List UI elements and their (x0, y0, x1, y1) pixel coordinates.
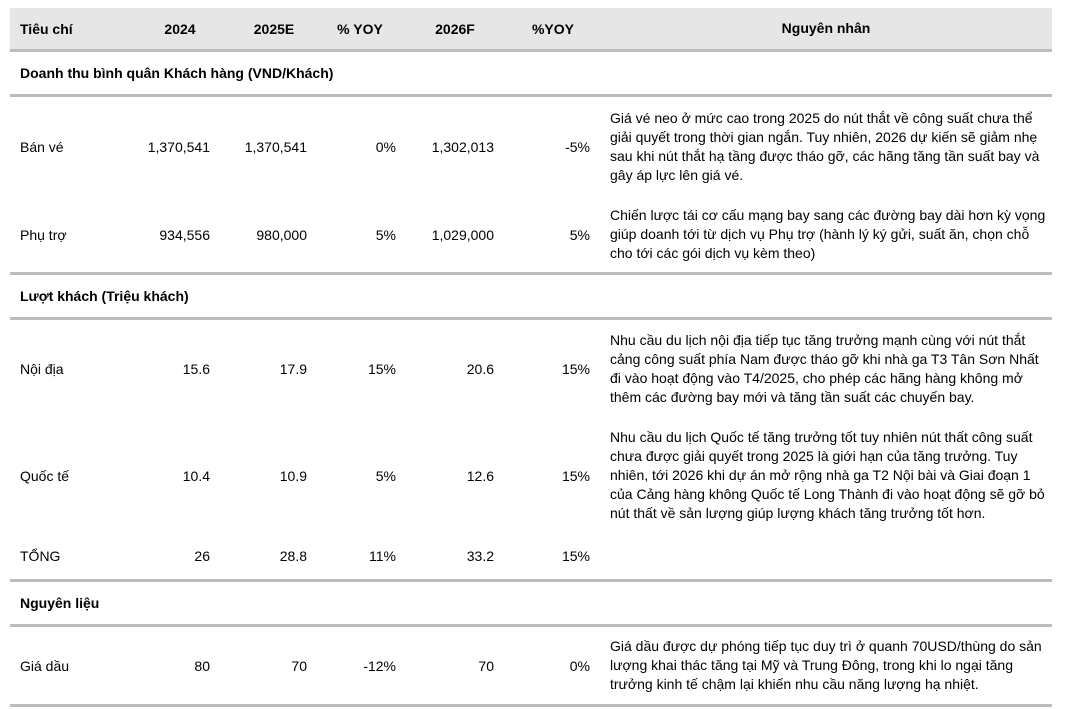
header-2025e: 2025E (253, 20, 295, 37)
reason-text: Giá vé neo ở mức cao trong 2025 do nút thắt về công suất chưa thể giải quyết trong thời gian ngắn. Tuy nhiên, 2026 dự kiến sẽ giảm nhẹ sau khi nút thắt hạ tầng được tháo gỡ, các hãng tăng tần suất bay và gây áp lực lên giá vé. (610, 110, 1040, 183)
section-title: Doanh thu bình quân Khách hàng (VND/Khách) (20, 65, 334, 81)
section-title: Lượt khách (Triệu khách) (20, 288, 189, 304)
forecast-table (10, 8, 1052, 707)
row-label: Quốc tế (20, 467, 70, 484)
value-2026f: 1,302,013 (431, 139, 494, 155)
section-header (10, 582, 1052, 627)
value-yoy-2025: 0% (375, 139, 396, 155)
table-header (10, 8, 1052, 52)
row-label: Bán vé (20, 139, 64, 155)
value-2024: 934,556 (159, 226, 210, 243)
value-yoy-2026: 5% (569, 226, 590, 243)
value-yoy-2025: 5% (375, 226, 396, 243)
row-label: Giá dầu (20, 657, 70, 674)
value-2025e: 17.9 (279, 361, 307, 377)
value-yoy-2026: 15% (561, 548, 590, 564)
section-title: Nguyên liệu (20, 595, 100, 611)
value-2026f: 20.6 (466, 361, 494, 377)
value-2024: 26 (194, 548, 210, 564)
value-yoy-2026: -5% (565, 139, 590, 155)
header-criteria: Tiêu chí (20, 20, 73, 37)
value-yoy-2026: 15% (561, 361, 590, 377)
value-2025e: 1,370,541 (244, 139, 307, 155)
reason-text: Nhu cầu du lịch nội địa tiếp tục tăng trưởng mạnh cùng với nút thắt cảng công suất phía Nam được tháo gỡ khi nhà ga T3 Tân Sơn Nhất đi vào hoạt động vào T4/2025, cho phép các hãng hàng không mở thêm các đường bay mới và tăng tần suất các chuyến bay. (610, 332, 1039, 405)
value-2024: 15.6 (182, 361, 210, 377)
value-2025e: 70 (291, 657, 307, 674)
reason-text: Chiến lược tái cơ cấu mạng bay sang các đường bay dài hơn kỳ vọng giúp doanh tới từ dịch vụ Phụ trợ (hành lý ký gửi, suất ăn, chọn chỗ cho tới các gói dịch vụ kèm theo) (610, 207, 1046, 261)
table-row (10, 627, 1052, 707)
value-yoy-2025: 15% (367, 361, 396, 377)
reason-text (610, 533, 1052, 579)
table-row (10, 418, 1052, 533)
value-yoy-2026: 0% (569, 657, 590, 674)
reason-text: Nhu cầu du lịch Quốc tế tăng trưởng tốt tuy nhiên nút thất công suất chưa được giải quyết trong 2025 là giới hạn của tăng trưởng. Tuy nhiên, tới 2026 khi dự án mở rộng nhà ga T2 Nội bài và Giai đoạn 1 của Cảng hàng không Quốc tế Long Thành đi vào hoạt động sẽ gỡ bỏ nút thất về sản lượng giúp lượng khách tăng trưởng tốt hơn. (610, 429, 1045, 521)
value-2025e: 980,000 (256, 226, 307, 243)
section-header (10, 52, 1052, 97)
header-2026f: 2026F (435, 20, 475, 37)
table-row-total (10, 533, 1052, 582)
header-2024: 2024 (164, 20, 196, 37)
header-yoy-2025: % YOY (337, 20, 383, 37)
value-yoy-2025: 5% (375, 467, 396, 484)
row-label: Phụ trợ (20, 226, 67, 243)
header-yoy-2026: %YOY (531, 20, 574, 37)
row-label: TỔNG (20, 548, 61, 564)
value-yoy-2025: -12% (363, 657, 396, 674)
value-2026f: 12.6 (466, 467, 494, 484)
value-2025e: 28.8 (279, 548, 307, 564)
value-2026f: 33.2 (466, 548, 494, 564)
table-row (10, 197, 1052, 275)
value-2024: 10.4 (182, 467, 210, 484)
value-2024: 1,370,541 (147, 139, 210, 155)
value-2024: 80 (194, 657, 210, 674)
value-2025e: 10.9 (279, 467, 307, 484)
table-row (10, 97, 1052, 197)
value-2026f: 70 (478, 657, 494, 674)
header-reason: Nguyên nhân (781, 20, 871, 36)
value-yoy-2025: 11% (369, 548, 396, 564)
row-label: Nội địa (20, 361, 64, 377)
section-header (10, 275, 1052, 320)
reason-text: Giá dầu được dự phóng tiếp tục duy trì ở quanh 70USD/thùng do sản lượng khai thác tăng tại Mỹ và Trung Đông, trong khi lo ngại tăng trưởng kinh tế chậm lại khiến nhu cầu năng lượng hạ nhiệt. (610, 638, 1042, 692)
table-row (10, 320, 1052, 418)
value-2026f: 1,029,000 (431, 226, 494, 243)
value-yoy-2026: 15% (561, 467, 590, 484)
